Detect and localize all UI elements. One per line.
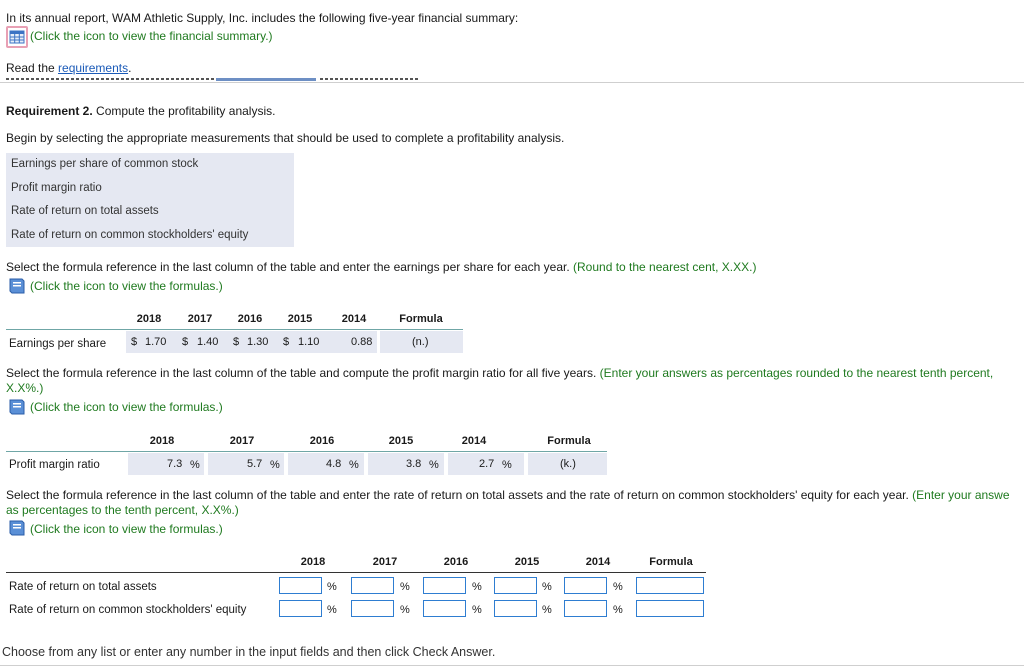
pm-header-2015: 2015 xyxy=(388,435,414,447)
pm-header-formula: Formula xyxy=(547,435,591,447)
pm-row-label: Profit margin ratio xyxy=(9,459,100,471)
pm-value-2014: 2.7 xyxy=(479,458,495,470)
measurement-options xyxy=(6,153,294,247)
percent-sign: % xyxy=(613,604,623,616)
pm-unit: % xyxy=(190,459,200,471)
pm-instruction xyxy=(6,366,993,380)
ror-assets-2016-input[interactable] xyxy=(423,577,466,594)
percent-sign: % xyxy=(613,581,623,593)
eps-currency: $ xyxy=(182,336,189,348)
eps-instruction-text: Select the formula reference in the last column of the table and enter the earnings per share for each year. xyxy=(6,260,570,274)
ror-equity-2018-input[interactable] xyxy=(279,600,322,617)
pm-header-rule xyxy=(6,451,607,452)
eps-header-2016: 2016 xyxy=(237,313,263,325)
eps-currency: $ xyxy=(131,336,138,348)
pm-unit: % xyxy=(502,459,512,471)
pm-header-2016: 2016 xyxy=(309,435,335,447)
ror-header-2015: 2015 xyxy=(514,556,540,568)
ror-assets-2014-input[interactable] xyxy=(564,577,607,594)
eps-note: (Round to the nearest cent, X.XX.) xyxy=(569,260,757,274)
eps-formula-value: (n.) xyxy=(412,336,429,348)
pm-note-line2: X.X%.) xyxy=(6,381,44,395)
pm-note: (Enter your answers as percentages rounded to the nearest tenth percent, xyxy=(596,366,994,380)
book-icon[interactable] xyxy=(8,520,26,536)
book-icon[interactable] xyxy=(8,399,26,415)
eps-currency: $ xyxy=(233,336,240,348)
pm-unit: % xyxy=(429,459,439,471)
footer-divider xyxy=(0,665,1024,666)
requirement-text: Compute the profitability analysis. xyxy=(92,104,276,118)
measurement-option[interactable]: Profit margin ratio xyxy=(11,182,102,194)
measurement-option[interactable]: Rate of return on total assets xyxy=(11,205,159,217)
eps-header-2015: 2015 xyxy=(287,313,313,325)
ror-row-label: Rate of return on total assets xyxy=(9,581,157,593)
pm-header-2014: 2014 xyxy=(461,435,487,447)
ror-header-2014: 2014 xyxy=(585,556,611,568)
pm-formula-value: (k.) xyxy=(560,458,576,470)
eps-instruction xyxy=(6,260,756,274)
percent-sign: % xyxy=(327,604,337,616)
percent-sign: % xyxy=(327,581,337,593)
pm-value-2018: 7.3 xyxy=(167,458,183,470)
read-suffix: . xyxy=(128,61,132,75)
ror-row-label: Rate of return on common stockholders' equity xyxy=(9,604,247,616)
eps-header-rule xyxy=(6,329,463,330)
eps-value-2017: 1.40 xyxy=(197,336,219,348)
eps-value-2014: 0.88 xyxy=(351,336,373,348)
read-prefix: Read the xyxy=(6,61,59,75)
ror-header-2018: 2018 xyxy=(300,556,326,568)
ror-header-2016: 2016 xyxy=(443,556,469,568)
eps-formulas-link[interactable]: (Click the icon to view the formulas.) xyxy=(30,279,223,293)
pm-unit: % xyxy=(349,459,359,471)
measurements-intro: Begin by selecting the appropriate measurements that should be used to complete a profitability analysis. xyxy=(6,131,565,145)
ror-formulas-link[interactable]: (Click the icon to view the formulas.) xyxy=(30,522,223,536)
ror-assets-2018-input[interactable] xyxy=(279,577,322,594)
eps-header-2014: 2014 xyxy=(341,313,367,325)
eps-value-2018: 1.70 xyxy=(145,336,167,348)
intro-text: In its annual report, WAM Athletic Supply, Inc. includes the following five-year financial summary: xyxy=(6,11,519,25)
pm-value-2015: 3.8 xyxy=(406,458,422,470)
clipped-text-remnant xyxy=(6,77,426,81)
percent-sign: % xyxy=(542,604,552,616)
ror-equity-2016-input[interactable] xyxy=(423,600,466,617)
eps-value-2016: 1.30 xyxy=(247,336,269,348)
percent-sign: % xyxy=(472,604,482,616)
financial-summary-icon-button[interactable] xyxy=(6,26,28,48)
read-requirements xyxy=(6,61,131,75)
pm-unit: % xyxy=(270,459,280,471)
pm-instruction-text: Select the formula reference in the last column of the table and compute the profit margin ratio for all five years. xyxy=(6,366,597,380)
percent-sign: % xyxy=(400,604,410,616)
ror-assets-2017-input[interactable] xyxy=(351,577,394,594)
ror-instruction xyxy=(6,488,1010,502)
eps-row-label: Earnings per share xyxy=(9,338,107,350)
ror-equity-2015-input[interactable] xyxy=(494,600,537,617)
percent-sign: % xyxy=(400,581,410,593)
book-icon[interactable] xyxy=(8,278,26,294)
ror-header-2017: 2017 xyxy=(372,556,398,568)
requirements-link[interactable]: requirements xyxy=(58,61,129,75)
measurement-option[interactable]: Earnings per share of common stock xyxy=(11,158,199,170)
eps-value-2015: 1.10 xyxy=(298,336,320,348)
ror-equity-formula-select[interactable] xyxy=(636,600,704,617)
ror-header-rule xyxy=(6,572,706,573)
ror-note-line2: as percentages to the tenth percent, X.X%.) xyxy=(6,503,239,517)
ror-equity-2017-input[interactable] xyxy=(351,600,394,617)
table-grid-icon xyxy=(8,28,26,46)
ror-assets-formula-select[interactable] xyxy=(636,577,704,594)
eps-header-formula: Formula xyxy=(399,313,443,325)
ror-instruction-text: Select the formula reference in the last column of the table and enter the rate of return on total assets and the rate of return on common stockholders' equity for each year. xyxy=(6,488,909,502)
percent-sign: % xyxy=(542,581,552,593)
percent-sign: % xyxy=(472,581,482,593)
section-divider xyxy=(0,82,1024,83)
requirement-heading xyxy=(6,104,275,118)
requirement-label: Requirement 2. xyxy=(6,104,93,118)
ror-note: (Enter your answe xyxy=(908,488,1010,502)
ror-assets-2015-input[interactable] xyxy=(494,577,537,594)
eps-header-2017: 2017 xyxy=(187,313,213,325)
measurement-option[interactable]: Rate of return on common stockholders' equity xyxy=(11,229,249,241)
pm-header-2017: 2017 xyxy=(229,435,255,447)
financial-summary-link[interactable]: (Click the icon to view the financial summary.) xyxy=(30,29,273,43)
footer-instruction: Choose from any list or enter any number in the input fields and then click Check Answer. xyxy=(2,645,496,659)
eps-header-2018: 2018 xyxy=(136,313,162,325)
eps-currency: $ xyxy=(283,336,290,348)
pm-value-2016: 4.8 xyxy=(326,458,342,470)
pm-header-2018: 2018 xyxy=(149,435,175,447)
pm-formulas-link[interactable]: (Click the icon to view the formulas.) xyxy=(30,400,223,414)
ror-header-formula: Formula xyxy=(649,556,693,568)
pm-value-2017: 5.7 xyxy=(247,458,263,470)
ror-equity-2014-input[interactable] xyxy=(564,600,607,617)
